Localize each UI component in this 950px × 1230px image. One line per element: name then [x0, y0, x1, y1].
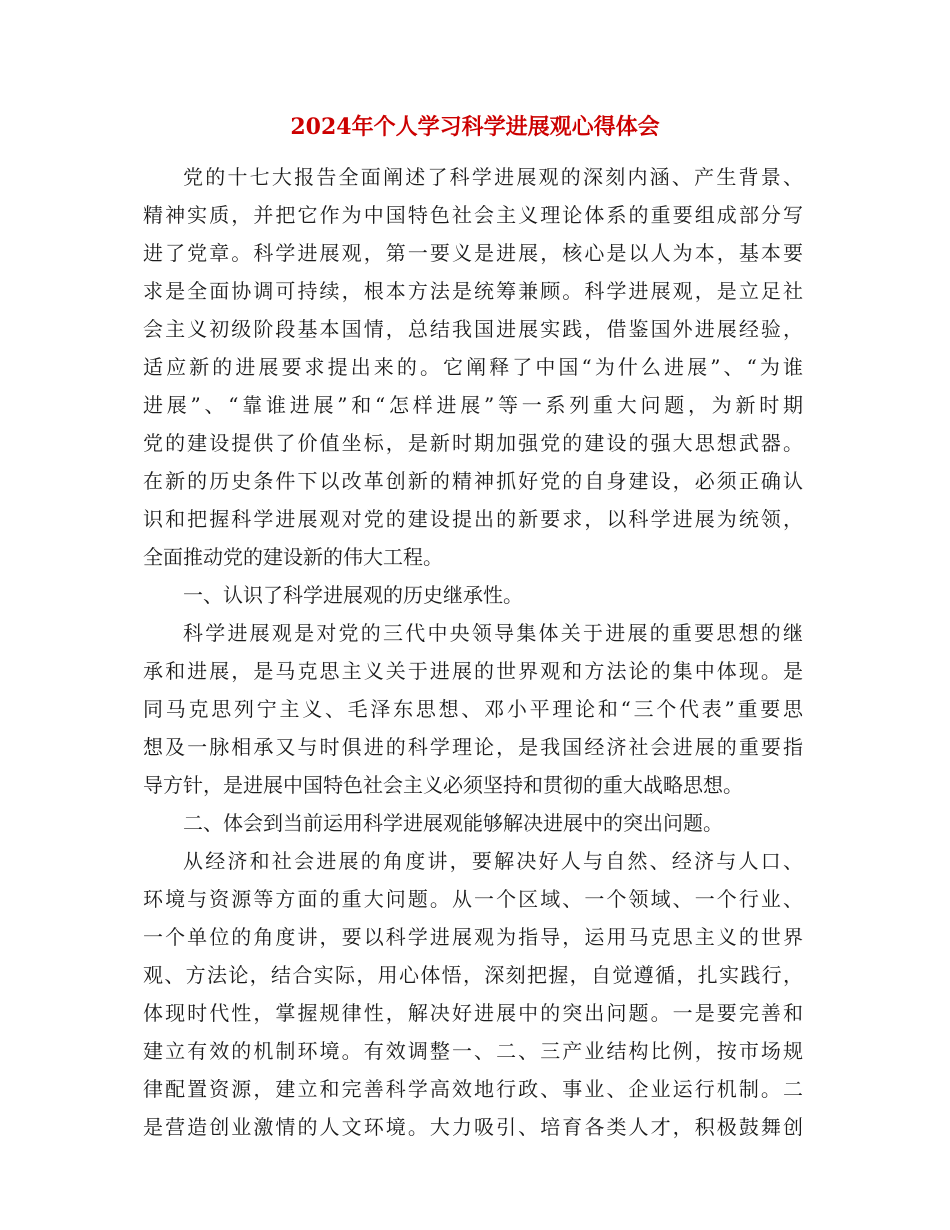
text-line: 环境与资源等方面的重大问题。从一个区域、一个领域、一个行业、: [143, 887, 803, 911]
text-line: 导方针，是进展中国特色社会主义必须坚持和贯彻的重大战略思想。: [143, 773, 743, 797]
text-line: 进了党章。科学进展观，第一要义是进展，核心是以人为本，基本要: [143, 241, 803, 265]
text-line: 会主义初级阶段基本国情，总结我国进展实践，借鉴国外进展经验，: [143, 317, 803, 341]
text-line: 进展”、“靠谁进展”和“怎样进展”等一系列重大问题，为新时期: [143, 393, 803, 417]
text-line: 一个单位的角度讲，要以科学进展观为指导，运用马克思主义的世界: [143, 925, 803, 949]
text-line: 观、方法论，结合实际，用心体悟，深刻把握，自觉遵循，扎实践行，: [143, 963, 803, 987]
text-line: 二、体会到当前运用科学进展观能够解决进展中的突出问题。: [183, 811, 723, 835]
text-line: 识和把握科学进展观对党的建设提出的新要求，以科学进展为统领，: [143, 507, 803, 531]
text-line: 一、认识了科学进展观的历史继承性。: [183, 583, 523, 607]
text-line: 党的十七大报告全面阐述了科学进展观的深刻内涵、产生背景、: [183, 165, 803, 189]
text-line: 在新的历史条件下以改革创新的精神抓好党的自身建设，必须正确认: [143, 469, 803, 493]
text-line: 体现时代性，掌握规律性，解决好进展中的突出问题。一是要完善和: [143, 1001, 803, 1025]
text-line: 全面推动党的建设新的伟大工程。: [143, 545, 443, 569]
text-line: 精神实质，并把它作为中国特色社会主义理论体系的重要组成部分写: [143, 203, 803, 227]
text-line: 从经济和社会进展的角度讲，要解决好人与自然、经济与人口、: [183, 849, 803, 873]
text-line: 承和进展，是马克思主义关于进展的世界观和方法论的集中体现。是: [143, 659, 803, 683]
document-body: [143, 158, 803, 1146]
text-line: 是营造创业激情的人文环境。大力吸引、培育各类人才，积极鼓舞创: [143, 1115, 803, 1139]
text-line: 党的建设提供了价值坐标，是新时期加强党的建设的强大思想武器。: [143, 431, 803, 455]
text-line: 同马克思列宁主义、毛泽东思想、邓小平理论和“三个代表”重要思: [143, 697, 803, 721]
text-line: 求是全面协调可持续，根本方法是统筹兼顾。科学进展观，是立足社: [143, 279, 803, 303]
text-line: 想及一脉相承又与时俱进的科学理论，是我国经济社会进展的重要指: [143, 735, 803, 759]
text-line: 科学进展观是对党的三代中央领导集体关于进展的重要思想的继: [183, 621, 803, 645]
text-line: 建立有效的机制环境。有效调整一、二、三产业结构比例，按市场规: [143, 1039, 803, 1063]
document-title: 2024年个人学习科学进展观心得体会: [290, 114, 660, 140]
text-line: 律配置资源，建立和完善科学高效地行政、事业、企业运行机制。二: [143, 1077, 803, 1101]
text-line: 适应新的进展要求提出来的。它阐释了中国“为什么进展”、“为谁: [143, 355, 803, 379]
